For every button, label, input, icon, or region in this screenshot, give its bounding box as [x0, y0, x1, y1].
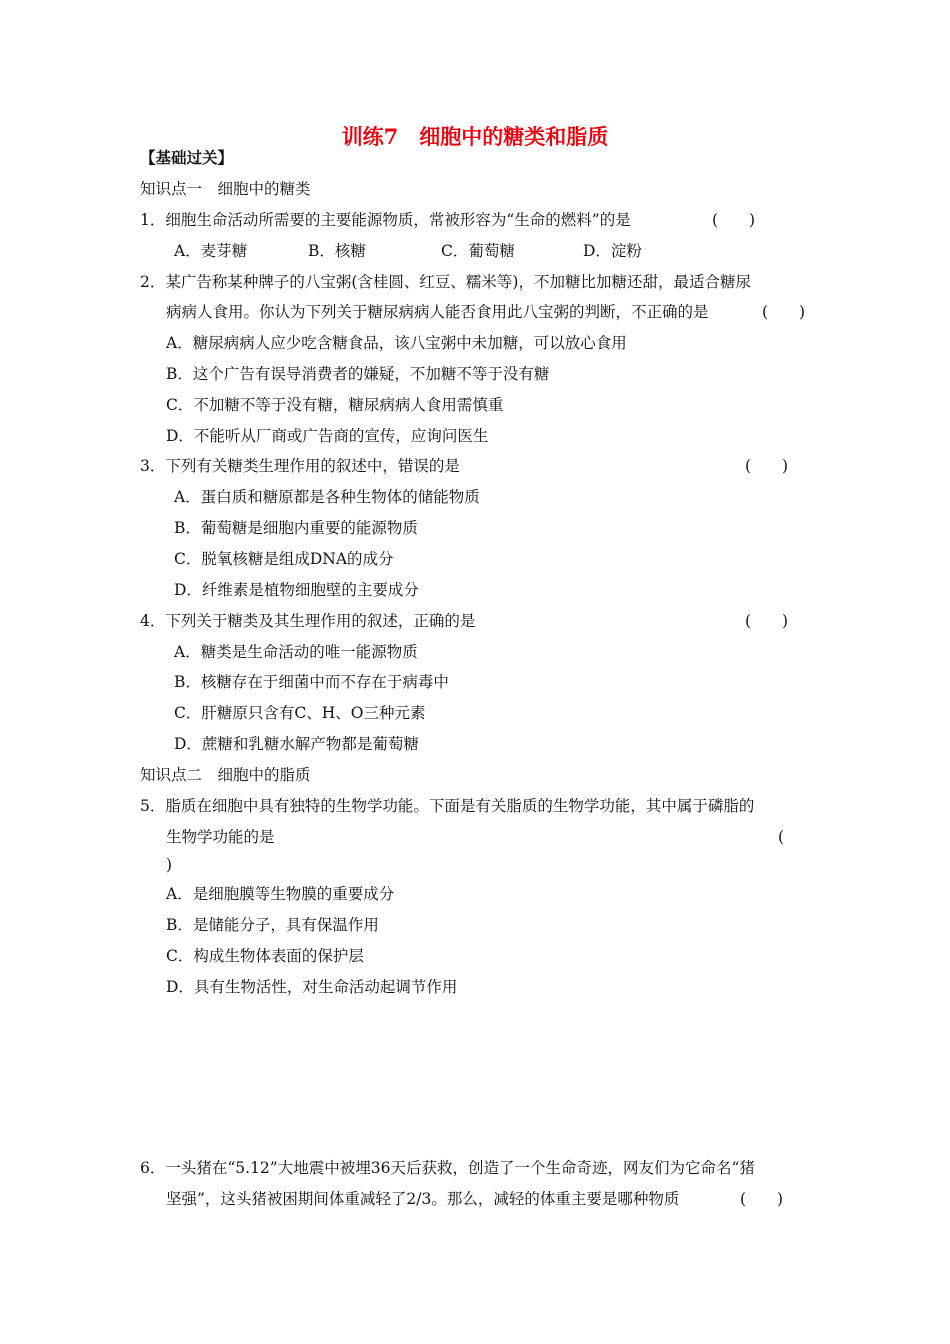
question-5-bracket-open: (	[778, 828, 785, 846]
question-1-option-d: D．淀粉	[583, 242, 642, 260]
question-3-option-d: D．纤维素是植物细胞壁的主要成分	[174, 581, 419, 599]
question-3-option-b: B．葡萄糖是细胞内重要的能源物质	[174, 519, 418, 537]
question-5-option-a: A．是细胞膜等生物膜的重要成分	[166, 885, 395, 903]
question-5-option-d: D．具有生物活性，对生命活动起调节作用	[166, 978, 458, 996]
question-1-answer-bracket: ( )	[712, 211, 756, 229]
question-5-option-c: C．构成生物体表面的保护层	[166, 947, 364, 965]
question-4-option-c: C．肝糖原只含有C、H、O三种元素	[174, 704, 426, 722]
question-2-stem-line1: 2．某广告称某种牌子的八宝粥(含桂圆、红豆、糯米等)，不加糖比加糖还甜，最适合糖尿	[140, 273, 751, 291]
question-4-option-a: A．糖类是生命活动的唯一能源物质	[174, 643, 418, 661]
question-2-answer-bracket: ( )	[762, 303, 806, 321]
page-title: 训练7 细胞中的糖类和脂质	[341, 124, 609, 149]
question-6-stem-line2: 坚强”，这头猪被困期间体重减轻了2/3。那么，减轻的体重主要是哪种物质	[166, 1190, 680, 1208]
question-5-stem-line1: 5．脂质在细胞中具有独特的生物学功能。下面是有关脂质的生物学功能，其中属于磷脂的	[140, 797, 755, 815]
question-2-option-c: C．不加糖不等于没有糖，糖尿病病人食用需慎重	[166, 396, 504, 414]
question-1-stem: 1．细胞生命活动所需要的主要能源物质，常被形容为“生命的燃料”的是	[140, 211, 631, 229]
knowledge-point-2: 知识点二 细胞中的脂质	[140, 766, 311, 784]
question-3-answer-bracket: ( )	[745, 457, 789, 475]
question-5-stem-line2: 生物学功能的是	[166, 828, 275, 846]
question-6-stem-line1: 6．一头猪在“5.12”大地震中被埋36天后获救，创造了一个生命奇迹，网友们为它命名“猪	[140, 1159, 755, 1177]
question-4-stem: 4．下列关于糖类及其生理作用的叙述，正确的是	[140, 612, 476, 630]
question-2-option-a: A．糖尿病病人应少吃含糖食品，该八宝粥中未加糖，可以放心食用	[166, 334, 627, 352]
question-4-option-d: D．蔗糖和乳糖水解产物都是葡萄糖	[174, 735, 419, 753]
question-3-option-c: C．脱氧核糖是组成DNA的成分	[174, 550, 394, 568]
question-3-stem: 3．下列有关糖类生理作用的叙述中，错误的是	[140, 457, 460, 475]
knowledge-point-1: 知识点一 细胞中的糖类	[140, 180, 311, 198]
question-1-option-a: A．麦芽糖	[174, 242, 248, 260]
question-2-option-d: D．不能听从厂商或广告商的宣传，应询问医生	[166, 427, 489, 445]
question-5-option-b: B．是储能分子，具有保温作用	[166, 916, 379, 934]
question-5-bracket-close: )	[166, 856, 173, 874]
question-4-option-b: B．核糖存在于细菌中而不存在于病毒中	[174, 673, 449, 691]
question-1-option-c: C．葡萄糖	[441, 242, 515, 260]
question-6-answer-bracket: ( )	[740, 1190, 784, 1208]
question-2-option-b: B．这个广告有误导消费者的嫌疑，不加糖不等于没有糖	[166, 365, 550, 383]
question-1-option-b: B．核糖	[308, 242, 366, 260]
question-2-stem-line2: 病病人食用。你认为下列关于糖尿病病人能否食用此八宝粥的判断，不正确的是	[166, 303, 709, 321]
question-4-answer-bracket: ( )	[745, 612, 789, 630]
section-heading: 【基础过关】	[140, 148, 234, 167]
question-3-option-a: A．蛋白质和糖原都是各种生物体的储能物质	[174, 488, 480, 506]
